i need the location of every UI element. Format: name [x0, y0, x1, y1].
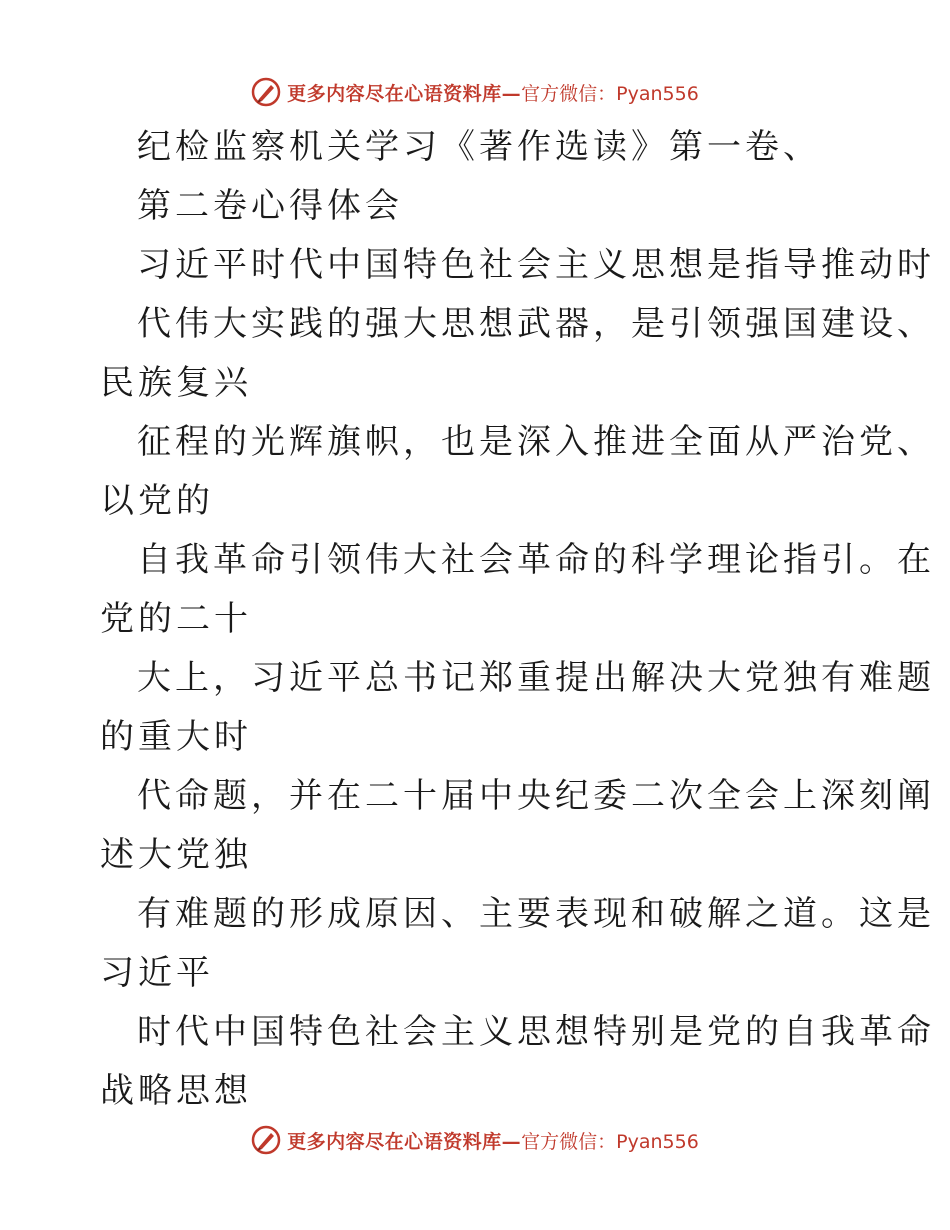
title-line-1: 纪检监察机关学习《著作选读》第一卷、 [137, 127, 821, 167]
body-line: 自我革命引领伟大社会革命的科学理论指引。在 [137, 540, 935, 580]
watermark-contact: 官方微信：Pyan556 [521, 1130, 699, 1153]
body-line: 习近平 [100, 953, 214, 993]
body-line: 习近平时代中国特色社会主义思想是指导推动时 [137, 245, 935, 285]
watermark-banner-bottom [0, 1120, 950, 1160]
body-line: 有难题的形成原因、主要表现和破解之道。这是 [137, 894, 935, 934]
watermark-text: 更多内容尽在心语资料库— [287, 82, 522, 105]
watermark-contact: 官方微信：Pyan556 [521, 82, 699, 105]
body-line: 党的二十 [100, 599, 252, 639]
body-line: 代命题，并在二十届中央纪委二次全会上深刻阐 [137, 776, 935, 816]
pen-logo-icon [251, 1125, 281, 1155]
body-line: 战略思想 [100, 1071, 252, 1111]
body-line: 的重大时 [100, 717, 252, 757]
title-line-2: 第二卷心得体会 [137, 186, 403, 226]
body-line: 征程的光辉旗帜，也是深入推进全面从严治党、 [137, 422, 935, 462]
body-line: 时代中国特色社会主义思想特别是党的自我革命 [137, 1012, 935, 1052]
body-line: 大上，习近平总书记郑重提出解决大党独有难题 [137, 658, 935, 698]
body-line: 代伟大实践的强大思想武器，是引领强国建设、 [137, 304, 935, 344]
watermark-text: 更多内容尽在心语资料库— [287, 1130, 522, 1153]
document-body [100, 118, 935, 1121]
body-line: 述大党独 [100, 835, 252, 875]
pen-logo-icon [251, 77, 281, 107]
body-line: 以党的 [100, 481, 214, 521]
watermark-banner-top [0, 72, 950, 112]
body-line: 民族复兴 [100, 363, 252, 403]
